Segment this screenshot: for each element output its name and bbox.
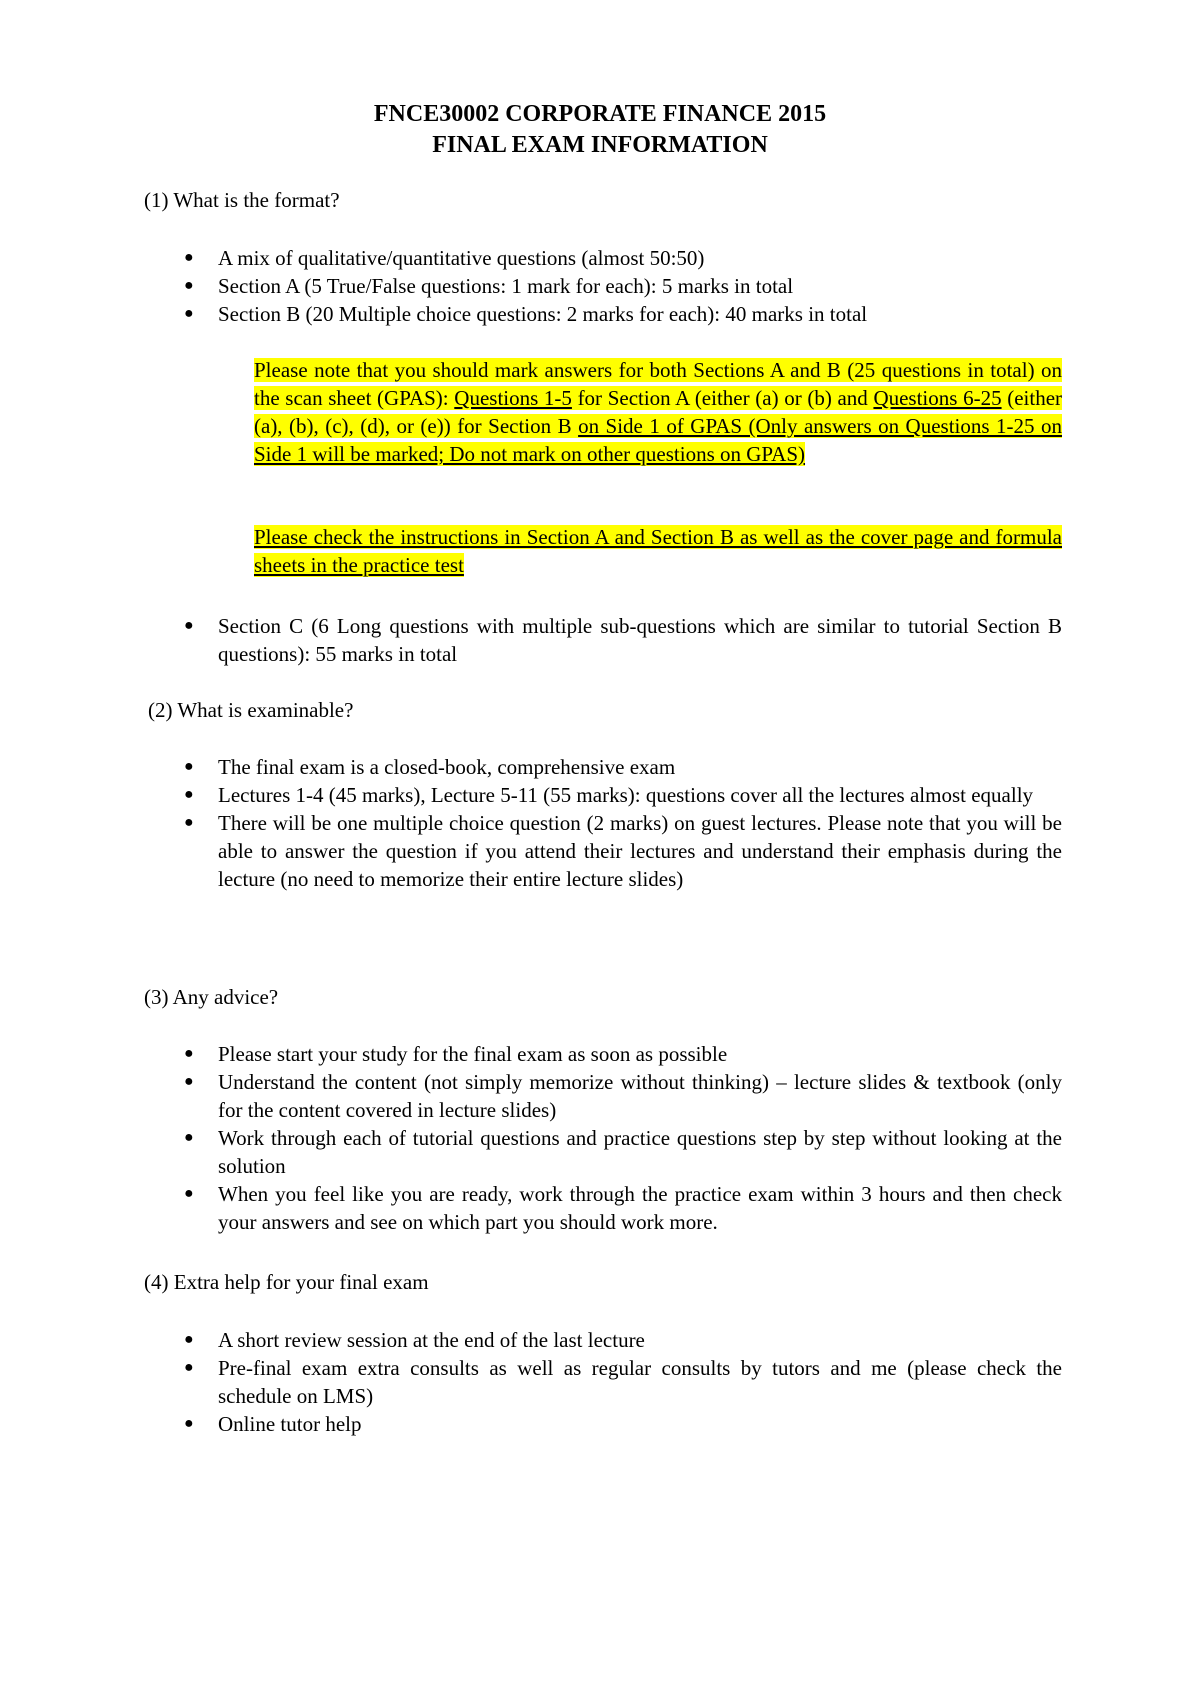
gpas-instruction-note: Please note that you should mark answers for both Sections A and B (25 questions in total) on the scan sheet (GPAS): Questions 1-5 for Section A (either (a) or (b) and Questions 6-25 (either (a), (b), (c), (d), or (e)) for Section B on Side 1 of GPAS (Only answers on Questions 1-25 on Side 1 will be marked; Do not mark on other questions on GPAS) bbox=[254, 358, 1063, 466]
section4-bullet-list bbox=[184, 1326, 1062, 1438]
document-title-line1: FNCE30002 CORPORATE FINANCE 2015 bbox=[373, 101, 827, 127]
bullet-dot-icon: ● bbox=[184, 1045, 194, 1062]
section1-bullet-list bbox=[184, 244, 1062, 328]
list-item: ● Understand the content (not simply memorize without thinking) – lecture slides & textbook (only for the content covered in lecture slides) bbox=[184, 1070, 1062, 1122]
section3-heading: (3) Any advice? bbox=[144, 985, 279, 1009]
list-item: ● Pre-final exam extra consults as well as regular consults by tutors and me (please check the schedule on LMS) bbox=[184, 1356, 1062, 1408]
section4-heading: (4) Extra help for your final exam bbox=[144, 1270, 429, 1294]
bullet-dot-icon: ● bbox=[184, 305, 194, 322]
list-item: ● A short review session at the end of the last lecture bbox=[184, 1328, 645, 1352]
bullet-dot-icon: ● bbox=[184, 1415, 194, 1432]
list-item: ● Section B (20 Multiple choice questions: 2 marks for each): 40 marks in total bbox=[184, 302, 868, 326]
bullet-dot-icon: ● bbox=[184, 1129, 194, 1146]
list-item: ● Work through each of tutorial questions and practice questions step by step without looking at the solution bbox=[184, 1126, 1062, 1178]
list-item: ● Please start your study for the final exam as soon as possible bbox=[184, 1042, 728, 1066]
bullet-dot-icon: ● bbox=[184, 758, 194, 775]
list-item: ● Lectures 1-4 (45 marks), Lecture 5-11 (55 marks): questions cover all the lectures almost equally bbox=[184, 783, 1034, 807]
bullet-dot-icon: ● bbox=[184, 249, 194, 266]
list-item: ● When you feel like you are ready, work through the practice exam within 3 hours and then check your answers and see on which part you should work more. bbox=[184, 1182, 1062, 1234]
list-item: ● Section C (6 Long questions with multiple sub-questions which are similar to tutorial Section B questions): 55 marks in total bbox=[184, 614, 1062, 666]
list-item: ● Online tutor help bbox=[184, 1412, 362, 1436]
document-title-line2: FINAL EXAM INFORMATION bbox=[432, 132, 768, 158]
list-item: ● The final exam is a closed-book, comprehensive exam bbox=[184, 755, 676, 779]
bullet-dot-icon: ● bbox=[184, 617, 194, 634]
bullet-dot-icon: ● bbox=[184, 1331, 194, 1348]
bullet-dot-icon: ● bbox=[184, 1359, 194, 1376]
section1-bullet-list-c bbox=[184, 612, 1062, 668]
practice-test-note: Please check the instructions in Section A and Section B as well as the cover page and formula sheets in the practice test bbox=[254, 525, 1062, 577]
bullet-dot-icon: ● bbox=[184, 814, 194, 831]
list-item: ● There will be one multiple choice question (2 marks) on guest lectures. Please note that you will be able to answer the question if you attend their lectures and understand their emphasis during the lecture (no need to memorize their entire lecture slides) bbox=[184, 811, 1062, 891]
section2-heading: (2) What is examinable? bbox=[148, 698, 354, 722]
bullet-dot-icon: ● bbox=[184, 786, 194, 803]
list-item: ● Section A (5 True/False questions: 1 mark for each): 5 marks in total bbox=[184, 274, 794, 298]
list-item: ● A mix of qualitative/quantitative questions (almost 50:50) bbox=[184, 246, 705, 270]
section2-bullet-list bbox=[184, 753, 1062, 893]
bullet-dot-icon: ● bbox=[184, 1185, 194, 1202]
bullet-dot-icon: ● bbox=[184, 277, 194, 294]
bullet-dot-icon: ● bbox=[184, 1073, 194, 1090]
section3-bullet-list bbox=[184, 1040, 1062, 1236]
section1-heading: (1) What is the format? bbox=[144, 188, 340, 212]
